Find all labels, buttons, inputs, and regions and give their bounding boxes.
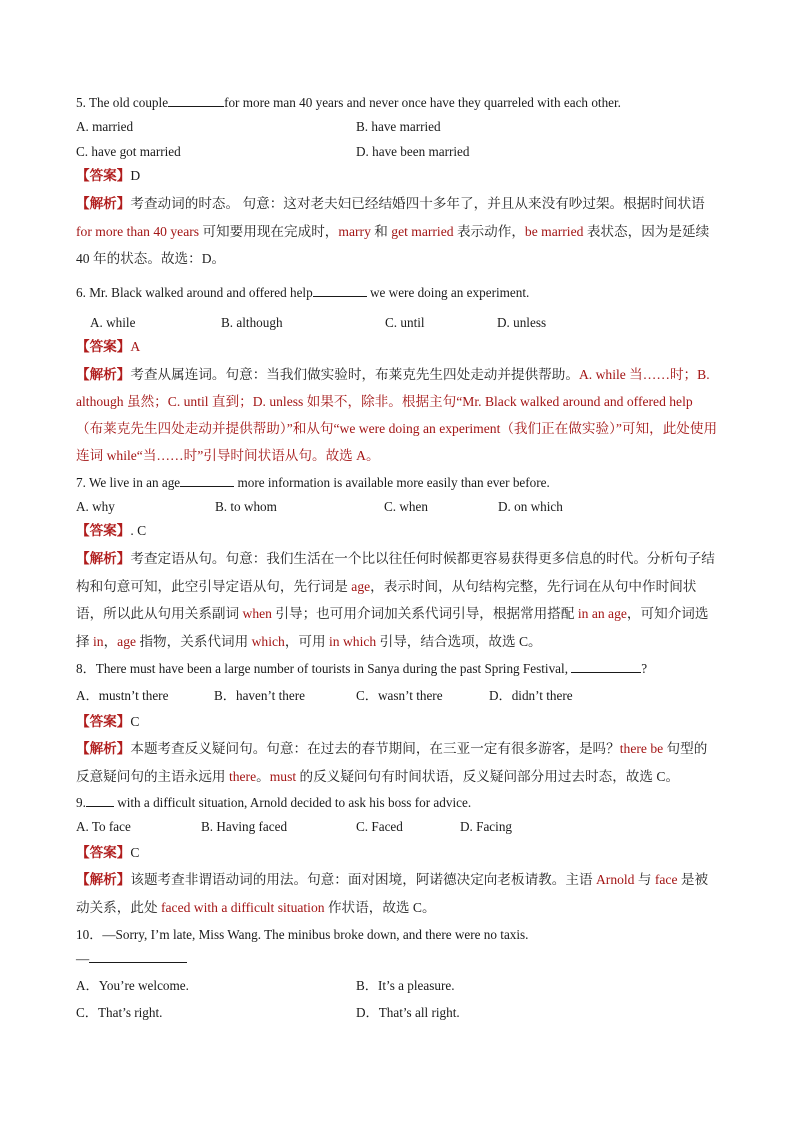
q5-option-a: A. married <box>76 119 134 134</box>
explain-segment: 可知要用现在完成时， <box>199 223 339 239</box>
q9-option-b: B. Having faced <box>201 819 288 834</box>
explain-segment: 该题考查非谓语动词的用法。句意：面对困境，阿诺德决定向老板请教。主语 <box>130 872 596 887</box>
q8-option-a: A．mustn’t there <box>76 688 169 703</box>
explain-segment: 考查动词的时态。 句意：这对老夫妇已经结婚四十多年了，并且从来没有吵过架。根据时间状语 <box>130 196 705 211</box>
explain-segment: must <box>269 768 297 784</box>
explain-segment: when <box>242 606 272 622</box>
question-10-response-line <box>76 950 187 968</box>
explain-segment: 考查从属连词。句意：当我们做实验时，布莱克先生四处走动并提供帮助。 <box>130 367 579 382</box>
q8-answer <box>76 712 139 732</box>
q5-explanation <box>76 190 718 273</box>
explain-segment: there be <box>619 741 664 756</box>
q7-option-d: D. on which <box>498 499 563 514</box>
explain-segment: Arnold <box>595 872 635 887</box>
q7-answer-label: 【答案】 <box>76 523 131 538</box>
q8-option-b: B．haven’t there <box>214 688 305 703</box>
q7-answer-value: . C <box>130 523 147 538</box>
explain-segment: in an age <box>577 606 627 622</box>
q7-explanation <box>76 545 718 656</box>
q7-option-c: C. when <box>384 499 428 514</box>
q8-explain-label: 【解析】 <box>76 741 131 756</box>
explain-segment: 句型的反意疑问句的主语永远用 <box>76 741 708 784</box>
explain-segment: age <box>117 634 137 650</box>
explain-segment: marry <box>338 223 371 239</box>
q10-blank <box>89 950 187 963</box>
q9-explanation <box>76 866 718 921</box>
q10-option-c: C．That’s right. <box>76 1005 163 1020</box>
q7-option-b: B. to whom <box>215 499 277 514</box>
q10-dash: — <box>76 951 90 966</box>
q6-answer-label: 【答案】 <box>76 339 131 354</box>
q5-answer-value: D <box>130 168 141 183</box>
q6-blank <box>313 284 367 297</box>
q9-answer <box>76 843 139 863</box>
explain-segment: in <box>93 634 104 650</box>
q10-option-b: B．It’s a pleasure. <box>356 978 455 993</box>
q10-option-a: A．You’re welcome. <box>76 978 189 993</box>
question-10-stem: 10．—Sorry, I’m late, Miss Wang. The minibus broke down, and there were no taxis. <box>76 927 529 942</box>
explain-segment: age <box>351 578 371 594</box>
q6-explanation <box>76 361 718 469</box>
q8-explanation <box>76 735 718 790</box>
explain-segment: 指物，关系代词用 <box>136 634 252 650</box>
q6-option-d: D. unless <box>497 315 547 330</box>
q5-blank <box>168 94 224 107</box>
q5-explain-label: 【解析】 <box>76 196 131 211</box>
question-6-stem <box>76 284 529 302</box>
q5-stem-before: 5. The old couple <box>76 95 169 110</box>
explain-segment: for more than 40 years <box>76 223 200 239</box>
q6-option-a: A. while <box>90 315 136 330</box>
explain-segment: 的反义疑问句有时间状语，反义疑问部分用过去时态，故选 C。 <box>296 768 680 784</box>
q8-answer-value: C <box>130 714 140 729</box>
q5-answer <box>76 166 140 186</box>
q9-explain-text <box>76 872 708 915</box>
question-7-stem <box>76 474 550 492</box>
q8-answer-label: 【答案】 <box>76 714 131 729</box>
explain-segment: ，可用 <box>284 634 330 650</box>
q9-stem-after: with a difficult situation, Arnold decided to ask his boss for advice. <box>113 795 472 810</box>
q5-explain-text <box>76 196 709 266</box>
q9-answer-value: C <box>130 845 140 860</box>
q7-answer <box>76 521 146 541</box>
explain-segment: 和 <box>370 223 392 239</box>
explain-segment: 作状语，故选 C。 <box>324 899 436 915</box>
q7-stem-after: more information is available more easily than ever before. <box>234 475 550 490</box>
explain-segment: get married <box>391 223 454 239</box>
q6-answer-value: A <box>130 339 141 354</box>
explain-segment: 。 <box>256 768 270 784</box>
q5-option-b: B. have married <box>356 119 441 134</box>
q8-option-d: D．didn’t there <box>489 688 573 703</box>
explain-segment: 考查定语从句。句意：我们生活在一个比以往任何时候都更容易获得更多信息的时代。分析句子结构和句意可知，此空引导定语从句，先行词是 <box>76 551 715 594</box>
q5-option-c: C. have got married <box>76 144 181 159</box>
q8-explain-text <box>76 741 707 784</box>
explain-segment: 与 <box>634 872 655 887</box>
explain-segment: ，可知介词选择 <box>76 606 709 650</box>
q7-stem-before: 7. We live in an age <box>76 475 181 490</box>
explain-segment: 表示动作， <box>453 223 525 239</box>
q9-explain-label: 【解析】 <box>76 872 131 887</box>
q9-stem-before: 9. <box>76 795 86 810</box>
q8-stem-before: 8．There must have been a large number of tourists in Sanya during the past Spring Festival, <box>76 661 572 676</box>
q7-explain-label: 【解析】 <box>76 551 131 566</box>
q7-blank <box>180 474 234 487</box>
q6-option-c: C. until <box>385 315 425 330</box>
explain-segment: ，表示时间，从句结构完整，先行词在从句中作时间状语，所以此从句用关系副词 <box>76 578 697 622</box>
q9-option-c: C. Faced <box>356 819 403 834</box>
q9-option-d: D. Facing <box>460 819 513 834</box>
explain-segment: face <box>654 872 678 887</box>
explain-segment: 表状态，因为是延续 40 年的状态。故选：D。 <box>76 223 710 267</box>
explain-segment: faced with a difficult situation <box>160 899 325 915</box>
q6-option-b: B. although <box>221 315 283 330</box>
explain-segment: 引导，结合选项，故选 C。 <box>376 634 542 650</box>
q9-answer-label: 【答案】 <box>76 845 131 860</box>
explain-segment: be married <box>524 223 584 239</box>
explain-segment: 引导；也可用介词加关系代词引导，根据常用搭配 <box>271 606 578 622</box>
q5-answer-label: 【答案】 <box>76 168 131 183</box>
q6-stem-before: 6. Mr. Black walked around and offered help <box>76 285 313 300</box>
question-9-stem <box>76 794 471 812</box>
question-8-stem <box>76 660 647 678</box>
q9-option-a: A. To face <box>76 819 131 834</box>
explain-segment: 是被动关系，此处 <box>76 872 709 915</box>
question-5-stem <box>76 94 621 112</box>
q6-stem-after: we were doing an experiment. <box>366 285 530 300</box>
explain-segment: A. while 当……时；B. although 虽然；C. until 直到；D. unless 如果不，除非。根据主句“Mr. Black walked around and offered help（布莱克先生四处走动并提供帮助）”和从句“we were doing an experiment（我们正在做实验）”可知，此处使用连词 while“当……时”引导时间状语从句。故选 A。 <box>76 367 718 463</box>
explain-segment: in which <box>329 634 377 650</box>
q9-blank <box>86 794 114 807</box>
q8-option-c: C．wasn’t there <box>356 688 443 703</box>
q6-explain-text <box>76 367 717 463</box>
q6-explain-label: 【解析】 <box>76 367 131 382</box>
explain-segment: which <box>251 634 285 650</box>
q10-option-d: D．That’s all right. <box>356 1005 460 1020</box>
q7-explain-text <box>76 551 715 649</box>
q8-stem-after: ? <box>641 661 648 676</box>
explain-segment: 本题考查反义疑问句。句意：在过去的春节期间，在三亚一定有很多游客，是吗？ <box>130 741 620 756</box>
q5-stem-after: for more man 40 years and never once have they quarreled with each other. <box>224 95 621 110</box>
explain-segment: ， <box>103 634 118 650</box>
q8-blank <box>571 660 641 673</box>
explain-segment: there <box>228 768 257 784</box>
q7-option-a: A. why <box>76 499 115 514</box>
q6-answer <box>76 337 140 357</box>
q5-option-d: D. have been married <box>356 144 470 159</box>
